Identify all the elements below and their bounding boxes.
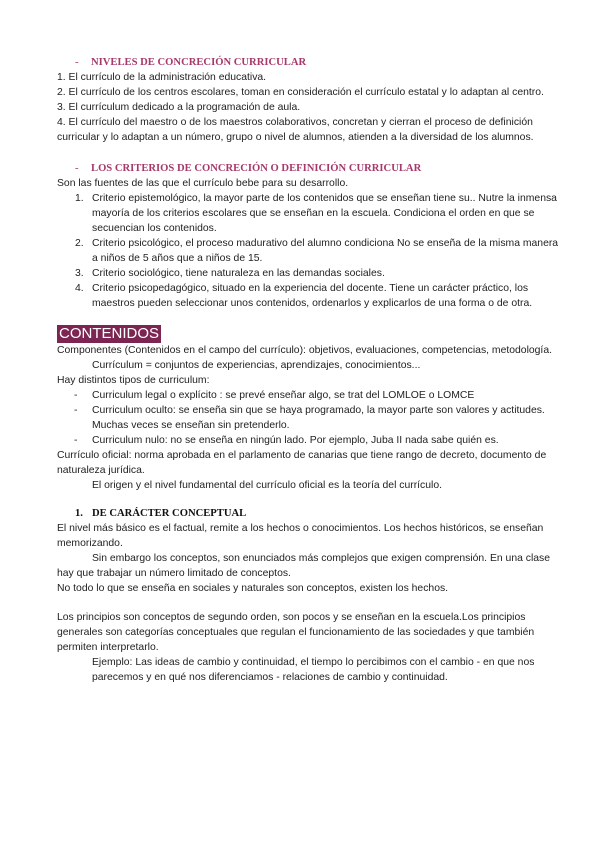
niveles-title: NIVELES DE CONCRECIÓN CURRICULAR [91,57,307,68]
curriculo-oficial: Currículo oficial: norma aprobada en el parlamento de canarias que tiene rango de decreto, documento de naturaleza jurídica. [57,450,547,476]
criterios-heading [57,161,560,176]
list-item [57,266,560,281]
list-item [57,388,560,403]
list-item [57,433,560,448]
bullet-marker: - [75,163,79,174]
conceptual-p5: Ejemplo: Las ideas de cambio y continuidad, el tiempo lo percibimos con el cambio - en que nos parecemos y en qué nos diferenciamos - relaciones de cambio y continuidad. [92,657,535,683]
item-text: Criterio psicológico, el proceso madurativo del alumno condiciona No se enseña de la misma manera a niños de 5 años que a niños de 15. [92,238,559,264]
dash-marker: - [74,405,78,416]
conceptual-heading [57,506,560,521]
criterios-intro: Son las fuentes de las que el currículo bebe para su desarrollo. [57,178,349,189]
tipos-list [57,388,560,448]
item-number: 1. [75,193,84,204]
niveles-line-1: 1. El currículo de la administración educativa. [57,72,267,83]
item-text: Criterio sociológico, tiene naturaleza en las demandas sociales. [92,268,385,279]
heading-number: 1. [75,508,83,519]
tipos-intro: Hay distintos tipos de curriculum: [57,375,210,386]
componentes-text: Componentes (Contenidos en el campo del currículo): objetivos, evaluaciones, competencias, metodología. [57,345,552,356]
curriculum-definition: Currículum = conjuntos de experiencias, aprendizajes, conocimientos... [92,360,421,371]
list-item [57,281,560,311]
niveles-line-3: 3. El currículum dedicado a la programación de aula. [57,102,301,113]
item-number: 2. [75,238,84,249]
bullet-marker: - [75,57,79,68]
dash-marker: - [74,435,78,446]
criterios-title: LOS CRITERIOS DE CONCRECIÓN O DEFINICIÓN CURRICULAR [91,163,422,174]
item-number: 4. [75,283,84,294]
item-text: Criterio psicopedagógico, situado en la experiencia del docente. Tiene un carácter práctico, los maestros pueden seleccionar unos contenidos, ordenarlos y explicarlos de una forma o de otra. [92,283,533,309]
criterios-list [57,191,560,311]
niveles-line-4: 4. El currículo del maestro o de los maestros colaborativos, concretan y cierran el proceso de definición curricular y lo adaptan a un número, grupo o nivel de alumnos, atienden a la diversidad de los alumnos. [57,117,534,143]
conceptual-p3: No todo lo que se enseña en sociales y naturales son conceptos, existen los hechos. [57,583,449,594]
item-text: Criterio epistemológico, la mayor parte de los contenidos que se enseñan tiene su.. Nutre la inmensa mayoría de los criterios escolares que se enseñan en la escuela. Condiciona el orden en que se secuencian los contenidos. [92,193,557,234]
item-number: 3. [75,268,84,279]
dash-marker: - [74,390,78,401]
contenidos-title: CONTENIDOS [59,325,160,342]
niveles-heading [57,55,560,70]
conceptual-p2: Sin embargo los conceptos, son enunciados más complejos que exigen comprensión. En una clase hay que trabajar un número limitado de conceptos. [57,553,551,579]
item-text: Curriculum legal o explícito : se prevé enseñar algo, se trat del LOMLOE o LOMCE [92,390,475,401]
list-item [57,236,560,266]
list-item [57,191,560,236]
item-text: Curriculum oculto: se enseña sin que se haya programado, la mayor parte son valores y actitudes. Muchas veces se enseñan sin pretenderlo. [92,405,545,431]
conceptual-title: DE CARÁCTER CONCEPTUAL [92,508,247,519]
niveles-line-2: 2. El currículo de los centros escolares, toman en consideración el currículo estatal y lo adaptan al centro. [57,87,544,98]
conceptual-p1: El nivel más básico es el factual, remite a los hechos o conocimientos. Los hechos históricos, se enseñan memorizando. [57,523,544,549]
origen-text: El origen y el nivel fundamental del currículo oficial es la teoría del currículo. [92,480,442,491]
item-text: Curriculum nulo: no se enseña en ningún lado. Por ejemplo, Juba II nada sabe quién es. [92,435,499,446]
conceptual-p4: Los principios son conceptos de segundo orden, son pocos y se enseñan en la escuela.Los principios generales son categorías conceptuales que regulan el funcionamiento de las sociedades y que también permiten interpretarlo. [57,612,535,653]
list-item [57,403,560,433]
